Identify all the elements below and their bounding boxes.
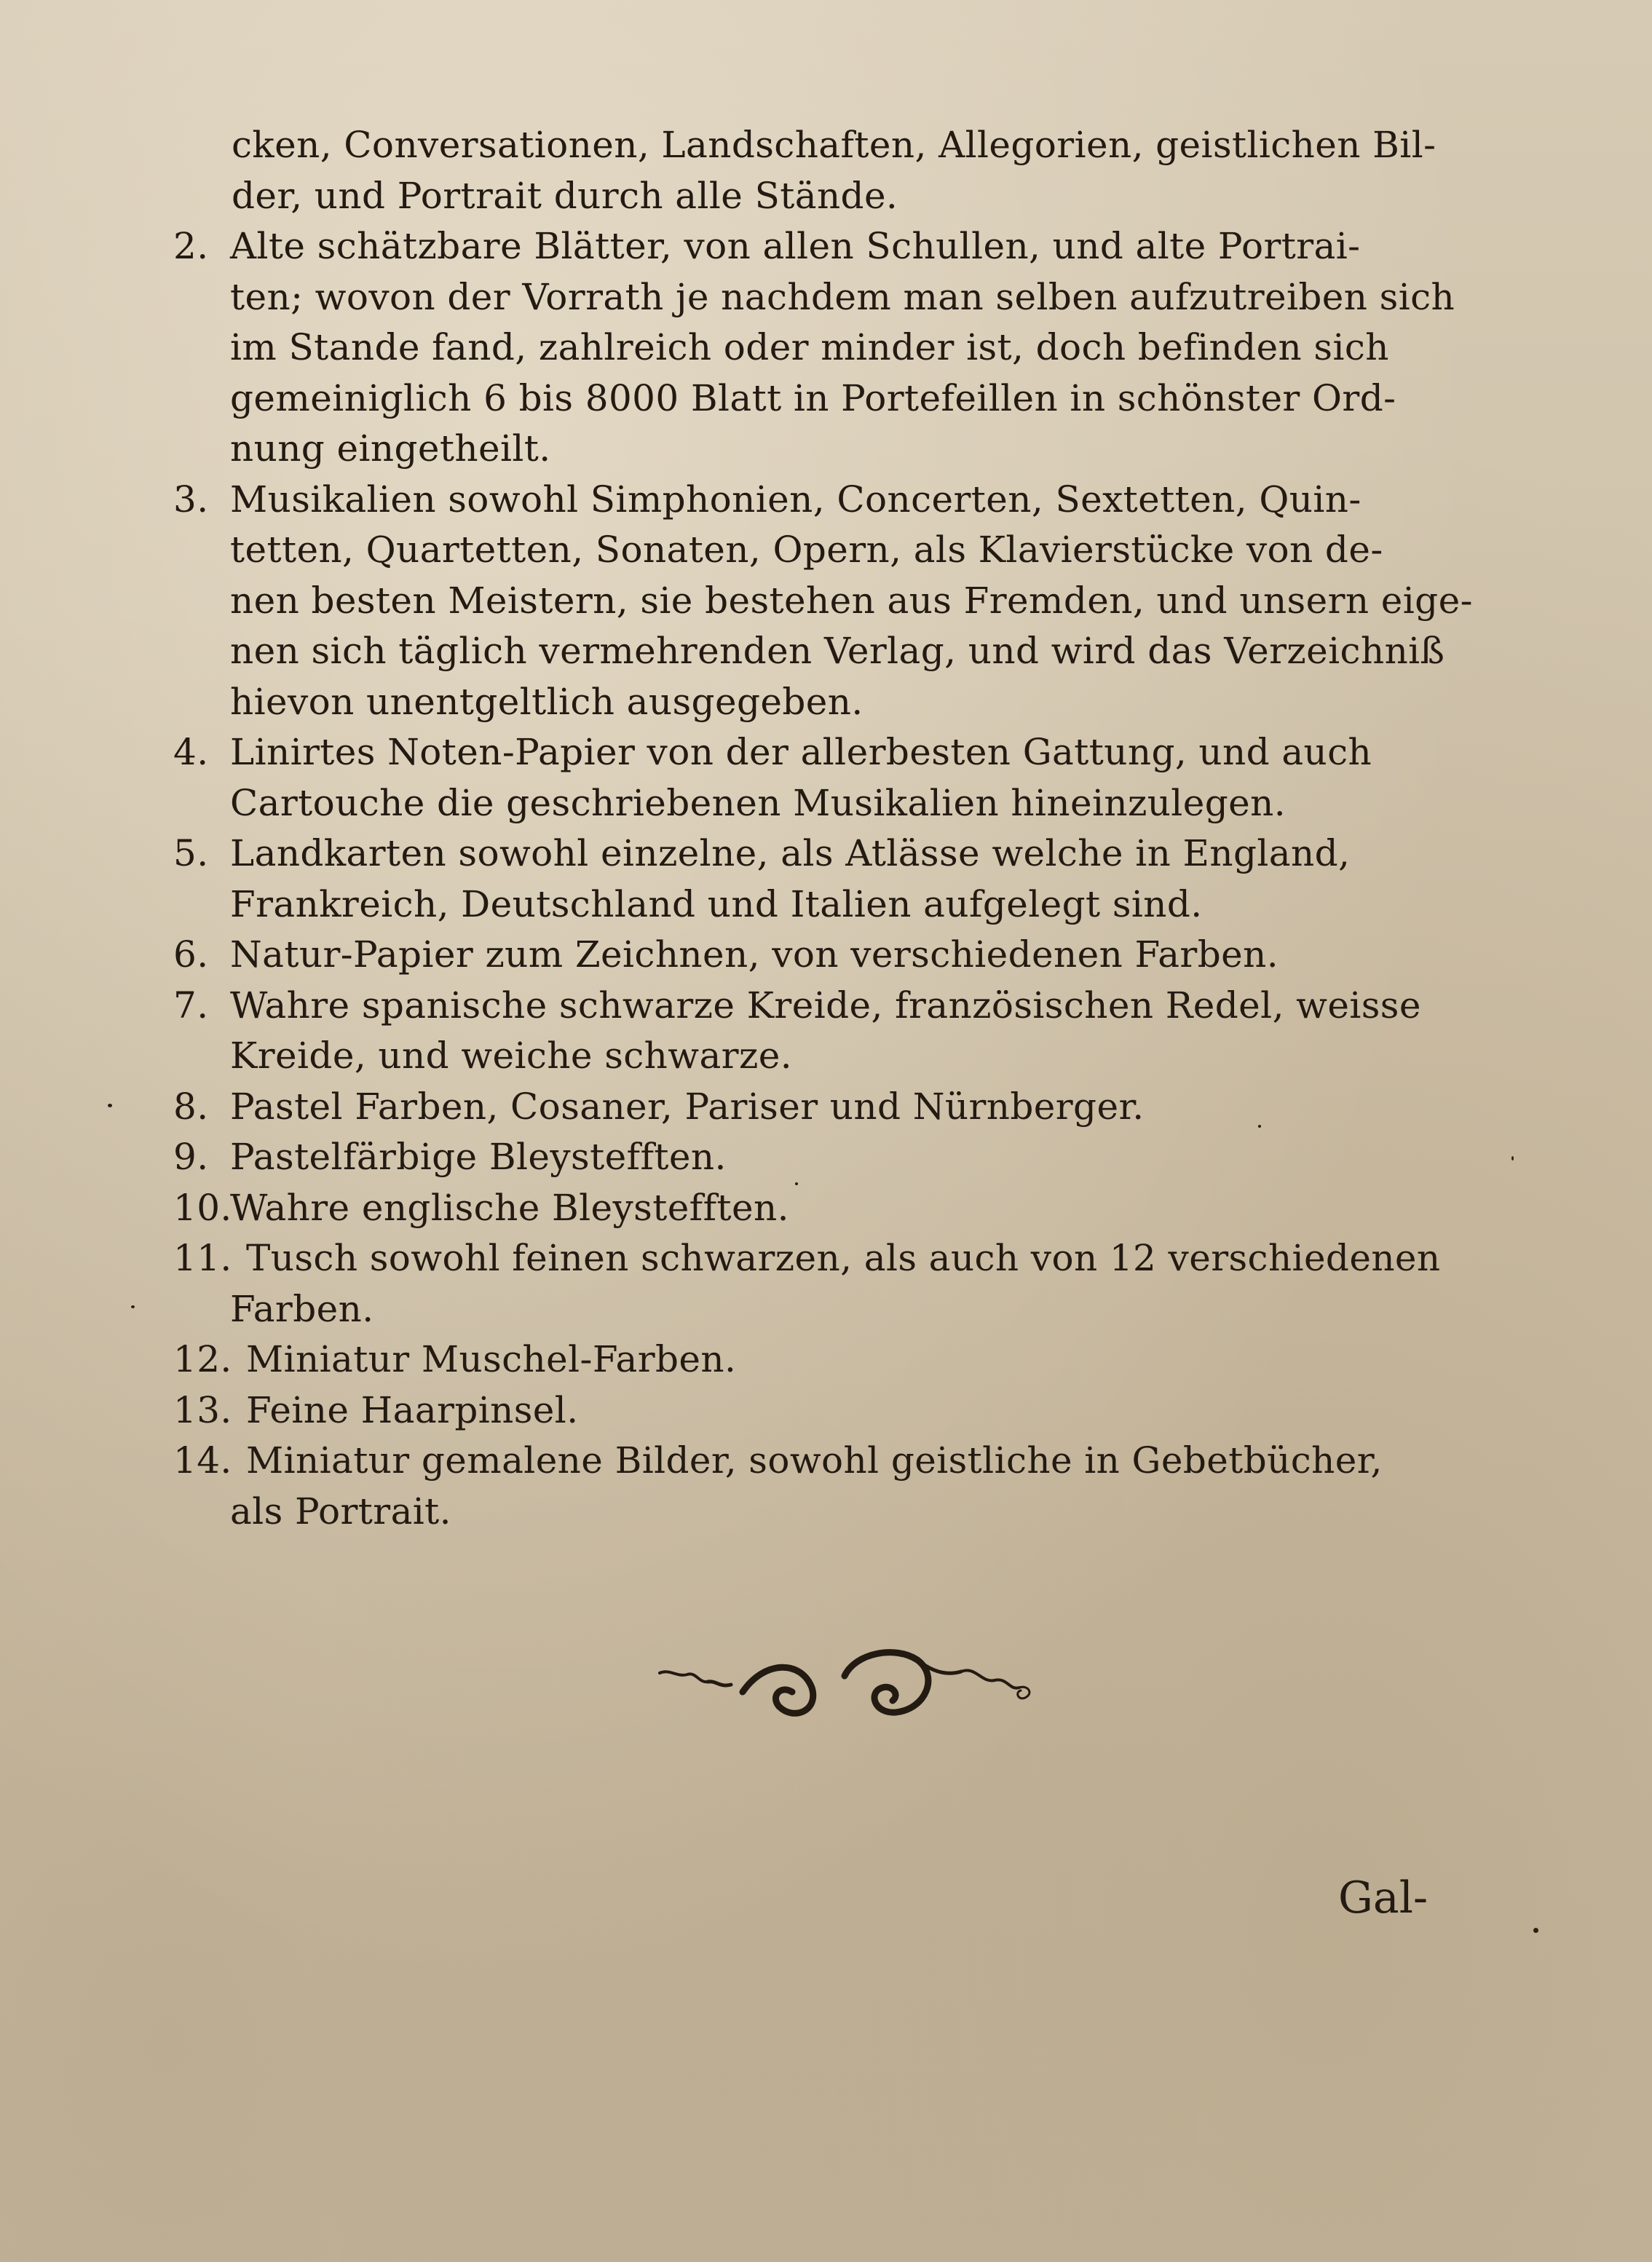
item-text: nen sich täglich vermehrenden Verlag, und wird das Verzeichniß <box>230 630 1445 672</box>
item-text: hievon unentgeltlich ausgegeben. <box>230 680 863 723</box>
list-line <box>173 930 1542 981</box>
list-line <box>173 1284 1542 1335</box>
item-text: nen besten Meistern, sie bestehen aus Fremden, und unsern eige- <box>230 579 1473 622</box>
item-text: Natur-Papier zum Zeichnen, von verschiedenen Farben. <box>230 933 1279 976</box>
list-line <box>173 475 1542 526</box>
item-number: 7. <box>173 984 209 1027</box>
item-text: Cartouche die geschriebenen Musikalien hineinzulegen. <box>230 781 1286 824</box>
item-text: Frankreich, Deutschland und Italien aufgelegt sind. <box>230 882 1203 925</box>
item-text: Kreide, und weiche schwarze. <box>230 1035 792 1077</box>
item-number: 5. <box>173 832 209 874</box>
item-text: Tusch sowohl feinen schwarzen, als auch von 12 verschiedenen <box>246 1237 1441 1279</box>
list-line <box>173 1334 1542 1385</box>
item-text: im Stande fand, zahlreich oder minder ist, doch befinden sich <box>230 326 1389 368</box>
list-line <box>173 171 1542 222</box>
ink-speck <box>131 1305 135 1308</box>
item-text: Feine Haarpinsel. <box>246 1388 579 1431</box>
item-number: 12. <box>173 1338 232 1380</box>
item-text: Musikalien sowohl Simphonien, Concerten, Sextetten, Quin- <box>230 478 1361 521</box>
catchword: Gal- <box>1338 1873 1428 1923</box>
item-text: Farben. <box>230 1287 374 1330</box>
ink-speck <box>108 1104 112 1107</box>
list-line <box>173 1183 1542 1234</box>
list-line <box>173 1233 1542 1284</box>
item-number: 8. <box>173 1085 209 1128</box>
list-line <box>173 829 1542 879</box>
item-text: Miniatur Muschel-Farben. <box>246 1338 737 1380</box>
item-text: Wahre englische Bleystefften. <box>230 1186 789 1229</box>
scroll-ornament-icon <box>655 1631 1063 1733</box>
list-line <box>173 727 1542 778</box>
list-line <box>173 424 1542 475</box>
list-line <box>173 1487 1542 1538</box>
item-number: 2. <box>173 225 209 267</box>
list-line <box>173 1385 1542 1436</box>
item-number: 4. <box>173 731 209 773</box>
item-number: 14. <box>173 1439 232 1482</box>
list-line <box>173 778 1542 829</box>
item-text: tetten, Quartetten, Sonaten, Opern, als Klavierstücke von de- <box>230 529 1383 571</box>
list-line <box>173 272 1542 323</box>
item-text: der, und Portrait durch alle Stände. <box>232 174 898 217</box>
ink-speck <box>795 1182 798 1185</box>
item-number: 11. <box>173 1237 232 1279</box>
list-line <box>173 120 1542 171</box>
item-list <box>173 120 1542 1537</box>
item-number: 13. <box>173 1388 232 1431</box>
item-number: 10. <box>173 1186 232 1229</box>
item-text: cken, Conversationen, Landschaften, Allegorien, geistlichen Bil- <box>232 124 1436 166</box>
list-line <box>173 626 1542 677</box>
list-line <box>173 525 1542 576</box>
item-text: Wahre spanische schwarze Kreide, französischen Redel, weisse <box>230 984 1421 1027</box>
item-text: Landkarten sowohl einzelne, als Atlässe welche in England, <box>230 832 1351 874</box>
list-line <box>173 1436 1542 1487</box>
item-text: als Portrait. <box>230 1490 451 1533</box>
item-text: Pastel Farben, Cosaner, Pariser und Nürnberger. <box>230 1085 1145 1128</box>
list-line <box>173 1132 1542 1183</box>
list-line <box>173 373 1542 424</box>
item-text: Pastelfärbige Bleystefften. <box>230 1136 727 1178</box>
list-line <box>173 981 1542 1032</box>
item-text: Linirtes Noten-Papier von der allerbesten Gattung, und auch <box>230 731 1372 773</box>
ink-speck <box>1258 1125 1261 1128</box>
item-number: 6. <box>173 933 209 976</box>
ink-speck <box>1533 1928 1538 1933</box>
item-text: Miniatur gemalene Bilder, sowohl geistliche in Gebetbücher, <box>246 1439 1383 1482</box>
item-text: gemeiniglich 6 bis 8000 Blatt in Portefeillen in schönster Ord- <box>230 376 1396 419</box>
item-number: 9. <box>173 1136 209 1178</box>
list-line <box>173 677 1542 728</box>
list-line <box>173 879 1542 930</box>
list-line <box>173 1031 1542 1082</box>
item-text: Alte schätzbare Blätter, von allen Schullen, und alte Portrai- <box>230 225 1361 267</box>
item-text: nung eingetheilt. <box>230 427 551 470</box>
list-line <box>173 221 1542 272</box>
list-line <box>173 323 1542 373</box>
item-text: ten; wovon der Vorrath je nachdem man selben aufzutreiben sich <box>230 275 1455 318</box>
ink-speck <box>1511 1156 1514 1160</box>
list-line <box>173 576 1542 627</box>
item-number: 3. <box>173 478 209 521</box>
list-line <box>173 1082 1542 1133</box>
